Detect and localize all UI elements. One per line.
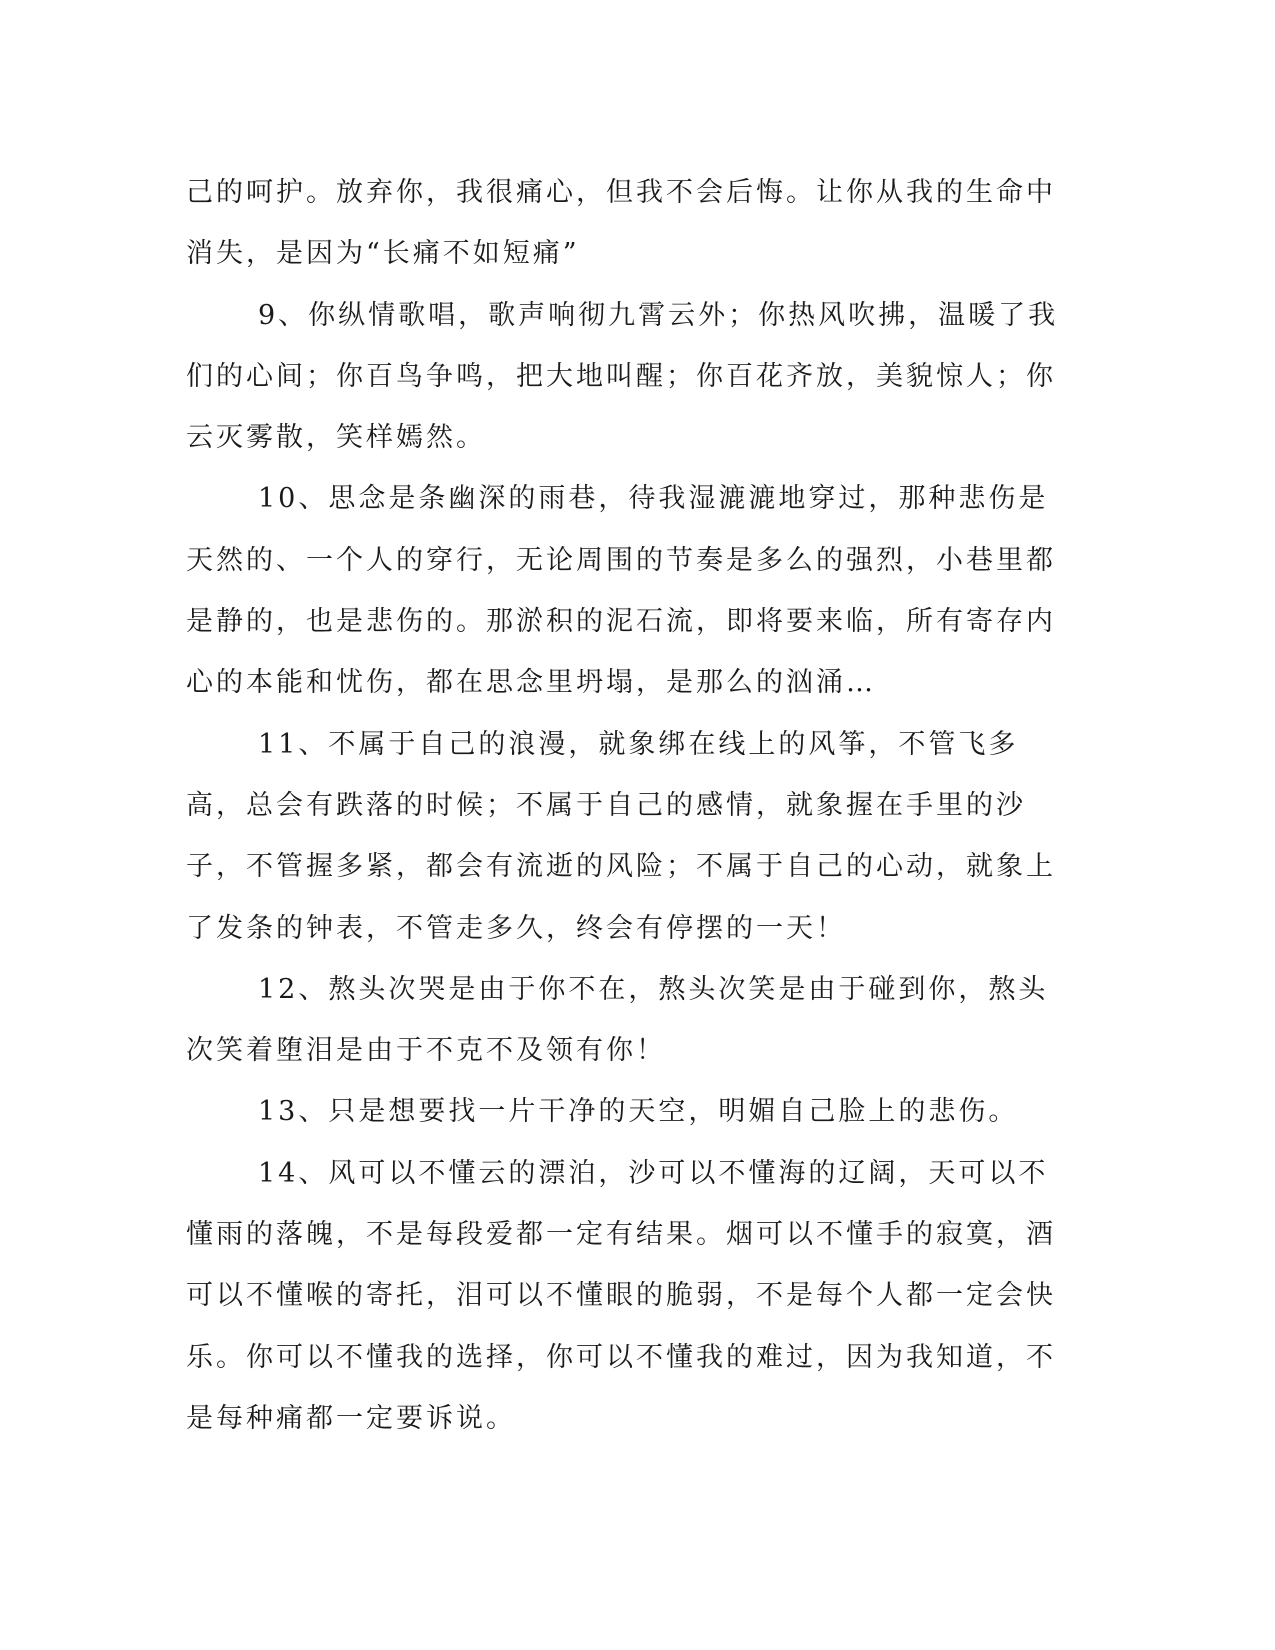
paragraph-11: 11、不属于自己的浪漫，就象绑在线上的风筝，不管飞多高，总会有跌落的时候；不属于自己的感情，就象握在手里的沙子，不管握多紧，都会有流逝的风险；不属于自己的心动，就象上了发条的钟表，不管走多久，终会有停摆的一天！ [186, 728, 1056, 944]
paragraph-12: 12、熬头次哭是由于你不在，熬头次笑是由于碰到你，熬头次笑着堕泪是由于不克不及领有你！ [186, 973, 1049, 1067]
paragraph-10: 10、思念是条幽深的雨巷，待我湿漉漉地穿过，那种悲伤是天然的、一个人的穿行，无论周围的节奏是多么的强烈，小巷里都是静的，也是悲伤的。那淤积的泥石流，即将要来临，所有寄存内心的本能和忧伤，都在思念里坍塌，是那么的汹涌… [186, 483, 1056, 699]
paragraph-13: 13、只是想要找一片干净的天空，明媚自己脸上的悲伤。 [258, 1096, 1019, 1128]
paragraph-9: 9、你纵情歌唱，歌声响彻九霄云外；你热风吹拂，温暖了我们的心间；你百鸟争鸣，把大地叫醒；你百花齐放，美貌惊人；你云灭雾散，笑样嫣然。 [186, 299, 1059, 454]
document-body [186, 162, 1066, 1449]
paragraph-14: 14、风可以不懂云的漂泊，沙可以不懂海的辽阔，天可以不懂雨的落魄，不是每段爱都一定有结果。烟可以不懂手的寂寞，酒可以不懂喉的寄托，泪可以不懂眼的脆弱，不是每个人都一定会快乐。你可以不懂我的选择，你可以不懂我的难过，因为我知道，不是每种痛都一定要诉说。 [186, 1157, 1056, 1434]
paragraph-continued: 己的呵护。放弃你，我很痛心，但我不会后悔。让你从我的生命中消失，是因为“长痛不如短痛” [186, 177, 1056, 270]
